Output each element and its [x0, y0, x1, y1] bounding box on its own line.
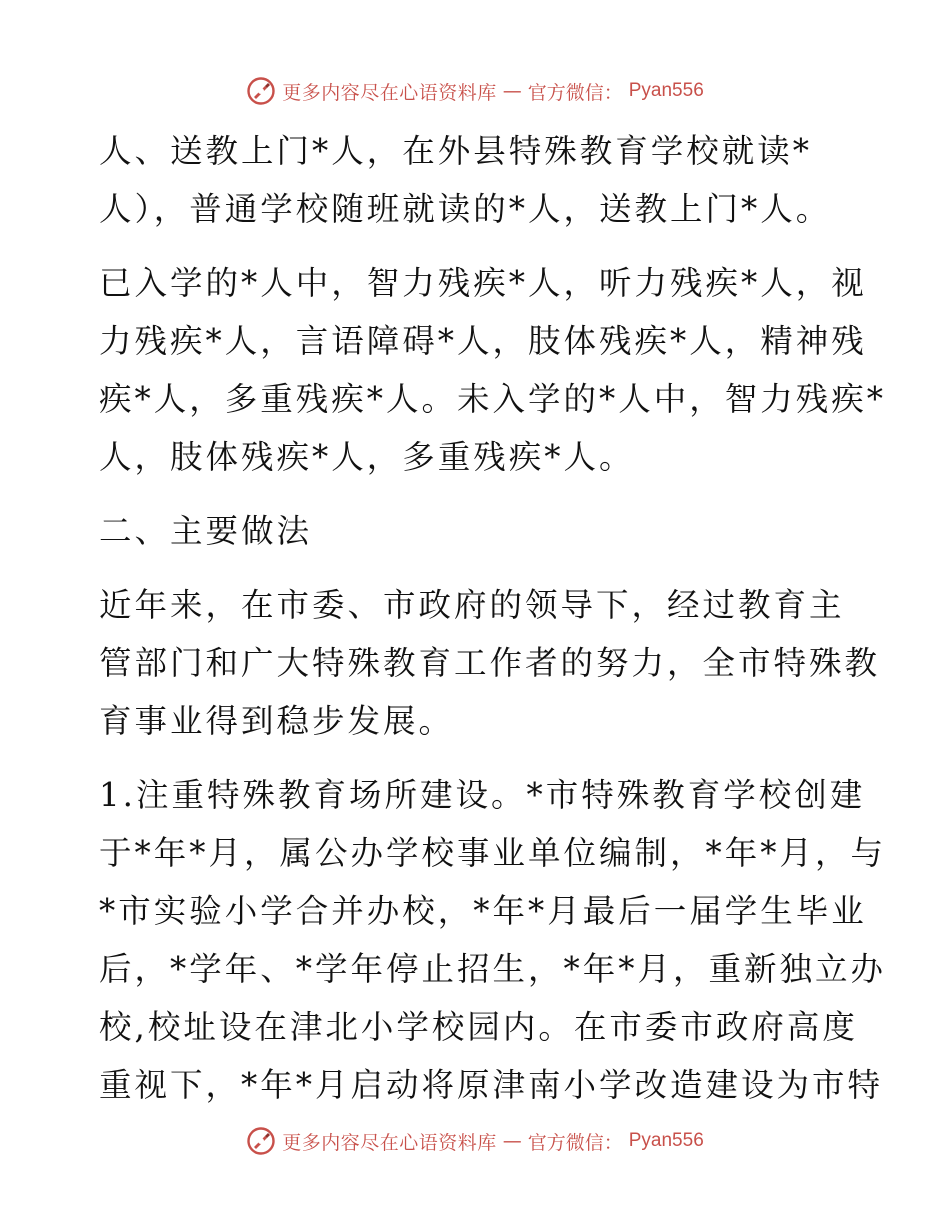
header-banner	[0, 76, 950, 106]
banner-dash: —	[502, 1130, 522, 1152]
text-line: 人，肢体残疾*人，多重残疾*人。	[99, 438, 635, 476]
banner-main-text: 更多内容尽在心语资料库	[282, 1131, 497, 1154]
section-heading	[99, 502, 859, 560]
text-line: 已入学的*人中，智力残疾*人，听力残疾*人，视	[99, 264, 867, 302]
text-line: 人、送教上门*人，在外县特殊教育学校就读*	[99, 132, 813, 170]
circular-pen-logo-icon	[246, 76, 276, 106]
banner-dash: —	[502, 80, 522, 102]
text-line: *市实验小学合并办校，*年*月最后一届学生毕业	[99, 892, 867, 930]
text-line: 育事业得到稳步发展。	[99, 702, 455, 740]
banner-wechat-label: 官方微信：	[527, 81, 623, 104]
banner-wechat-id: Pyan556	[628, 1130, 704, 1151]
banner-wechat-id: Pyan556	[628, 80, 704, 101]
text-line: 管部门和广大特殊教育工作者的努力，全市特殊教	[99, 644, 881, 682]
document-body	[99, 122, 887, 1114]
text-line: 后，*学年、*学年停止招生，*年*月，重新独立办	[99, 950, 887, 988]
footer-banner	[0, 1126, 950, 1156]
text-line: 1.注重特殊教育场所建设。*市特殊教育学校创建	[99, 776, 866, 814]
banner-wechat-label: 官方微信：	[527, 1131, 623, 1154]
paragraph	[99, 122, 859, 238]
paragraph	[99, 576, 881, 750]
text-line: 力残疾*人，言语障碍*人，肢体残疾*人，精神残	[99, 322, 867, 360]
text-line: 重视下，*年*月启动将原津南小学改造建设为市特	[99, 1066, 884, 1104]
text-line: 人），普通学校随班就读的*人，送教上门*人。	[99, 190, 832, 228]
paragraph	[99, 254, 887, 486]
text-line: 疾*人，多重残疾*人。未入学的*人中，智力残疾*	[99, 380, 887, 418]
paragraph	[99, 766, 887, 1114]
circular-pen-logo-icon	[246, 1126, 276, 1156]
text-line: 校,校址设在津北小学校园内。在市委市政府高度	[99, 1008, 858, 1046]
heading-line: 二、主要做法	[99, 512, 313, 550]
banner-main-text: 更多内容尽在心语资料库	[282, 81, 497, 104]
text-line: 近年来，在市委、市政府的领导下，经过教育主	[99, 586, 845, 624]
text-line: 于*年*月，属公办学校事业单位编制，*年*月，与	[99, 834, 887, 872]
